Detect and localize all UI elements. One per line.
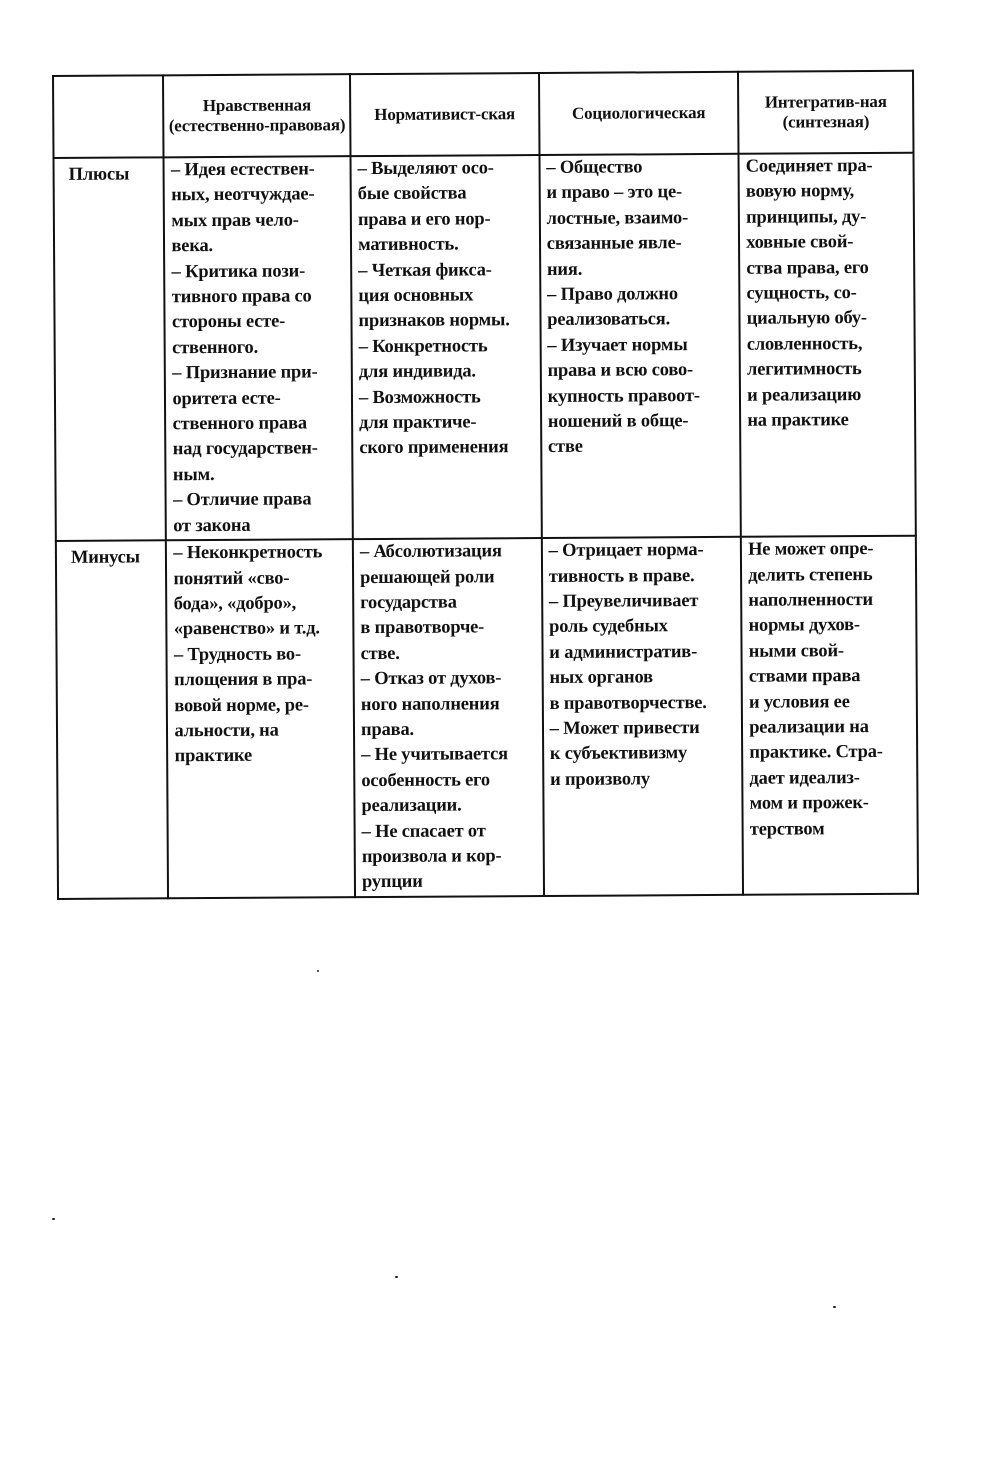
cons-moral-cell: – Неконкретность понятий «сво- бода», «добро», «равенство» и т.д. – Трудность во- площения в пра- вовой норме, ре- альности, на практике — [166, 539, 355, 898]
table-row-pros — [54, 153, 916, 541]
header-integrative: Интегратив-ная (синтезная) — [738, 71, 913, 154]
header-normativist: Нормативист-ская — [350, 73, 539, 156]
header-corner-cell — [53, 75, 164, 158]
cons-normativist-cell: – Абсолютизация решающей роли государства в правотворче- стве. – Отказ от духов- ного наполнения права. – Не учитывается особенность его реализации. – Не спасает от произвола и кор- рупции — [353, 538, 544, 897]
scan-speck — [833, 1306, 836, 1308]
table-header-row — [53, 71, 913, 158]
cons-sociological-cell: – Отрицает норма- тивность в праве. – Преувеличивает роль судебных и административ- ных органов в правотворчестве. – Может привести к субъективизму и произволу — [542, 537, 744, 896]
comparison-table — [52, 70, 919, 900]
header-sociological: Социологическая — [539, 72, 739, 155]
scan-speck — [317, 970, 319, 972]
pros-integrative-cell: Соединяет пра- вовую норму, принципы, ду- ховные свой- ства права, его сущность, со- циальную обу- словленность, легитимность и реализацию на практике — [739, 153, 916, 537]
pros-moral-cell: – Идея естествен- ных, неотчуждае- мых прав чело- века. – Критика пози- тивного права со стороны есте- ственного. – Признание при- оритета есте- ственного права над государствен- ным. – Отличие права от закона — [164, 156, 353, 540]
scan-speck — [52, 1218, 55, 1220]
pros-sociological-cell: – Общество и право – это це- лостные, взаимо- связанные явле- ния. – Право должно реализоваться. – Изучает нормы права и всю сово- купность правоот- ношений в обще- стве — [539, 154, 741, 538]
row-label-pros: Плюсы — [54, 157, 167, 541]
row-label-cons: Минусы — [56, 540, 169, 898]
pros-normativist-cell: – Выделяют осо- бые свойства права и его нор- мативность. – Четкая фикса- ция основных признаков нормы. – Конкретность для индивида. – Возможность для практиче- ского применения — [351, 155, 542, 539]
header-moral: Нравственная (естественно-правовая) — [163, 74, 350, 157]
cons-integrative-cell: Не может опре- делить степень наполненности нормы духов- ными свой- ствами права и условия ее реализации на практике. Стра- дает идеализ- мом и прожек- терством — [741, 536, 918, 895]
scan-speck — [395, 1276, 398, 1278]
table-row-cons — [56, 536, 918, 899]
